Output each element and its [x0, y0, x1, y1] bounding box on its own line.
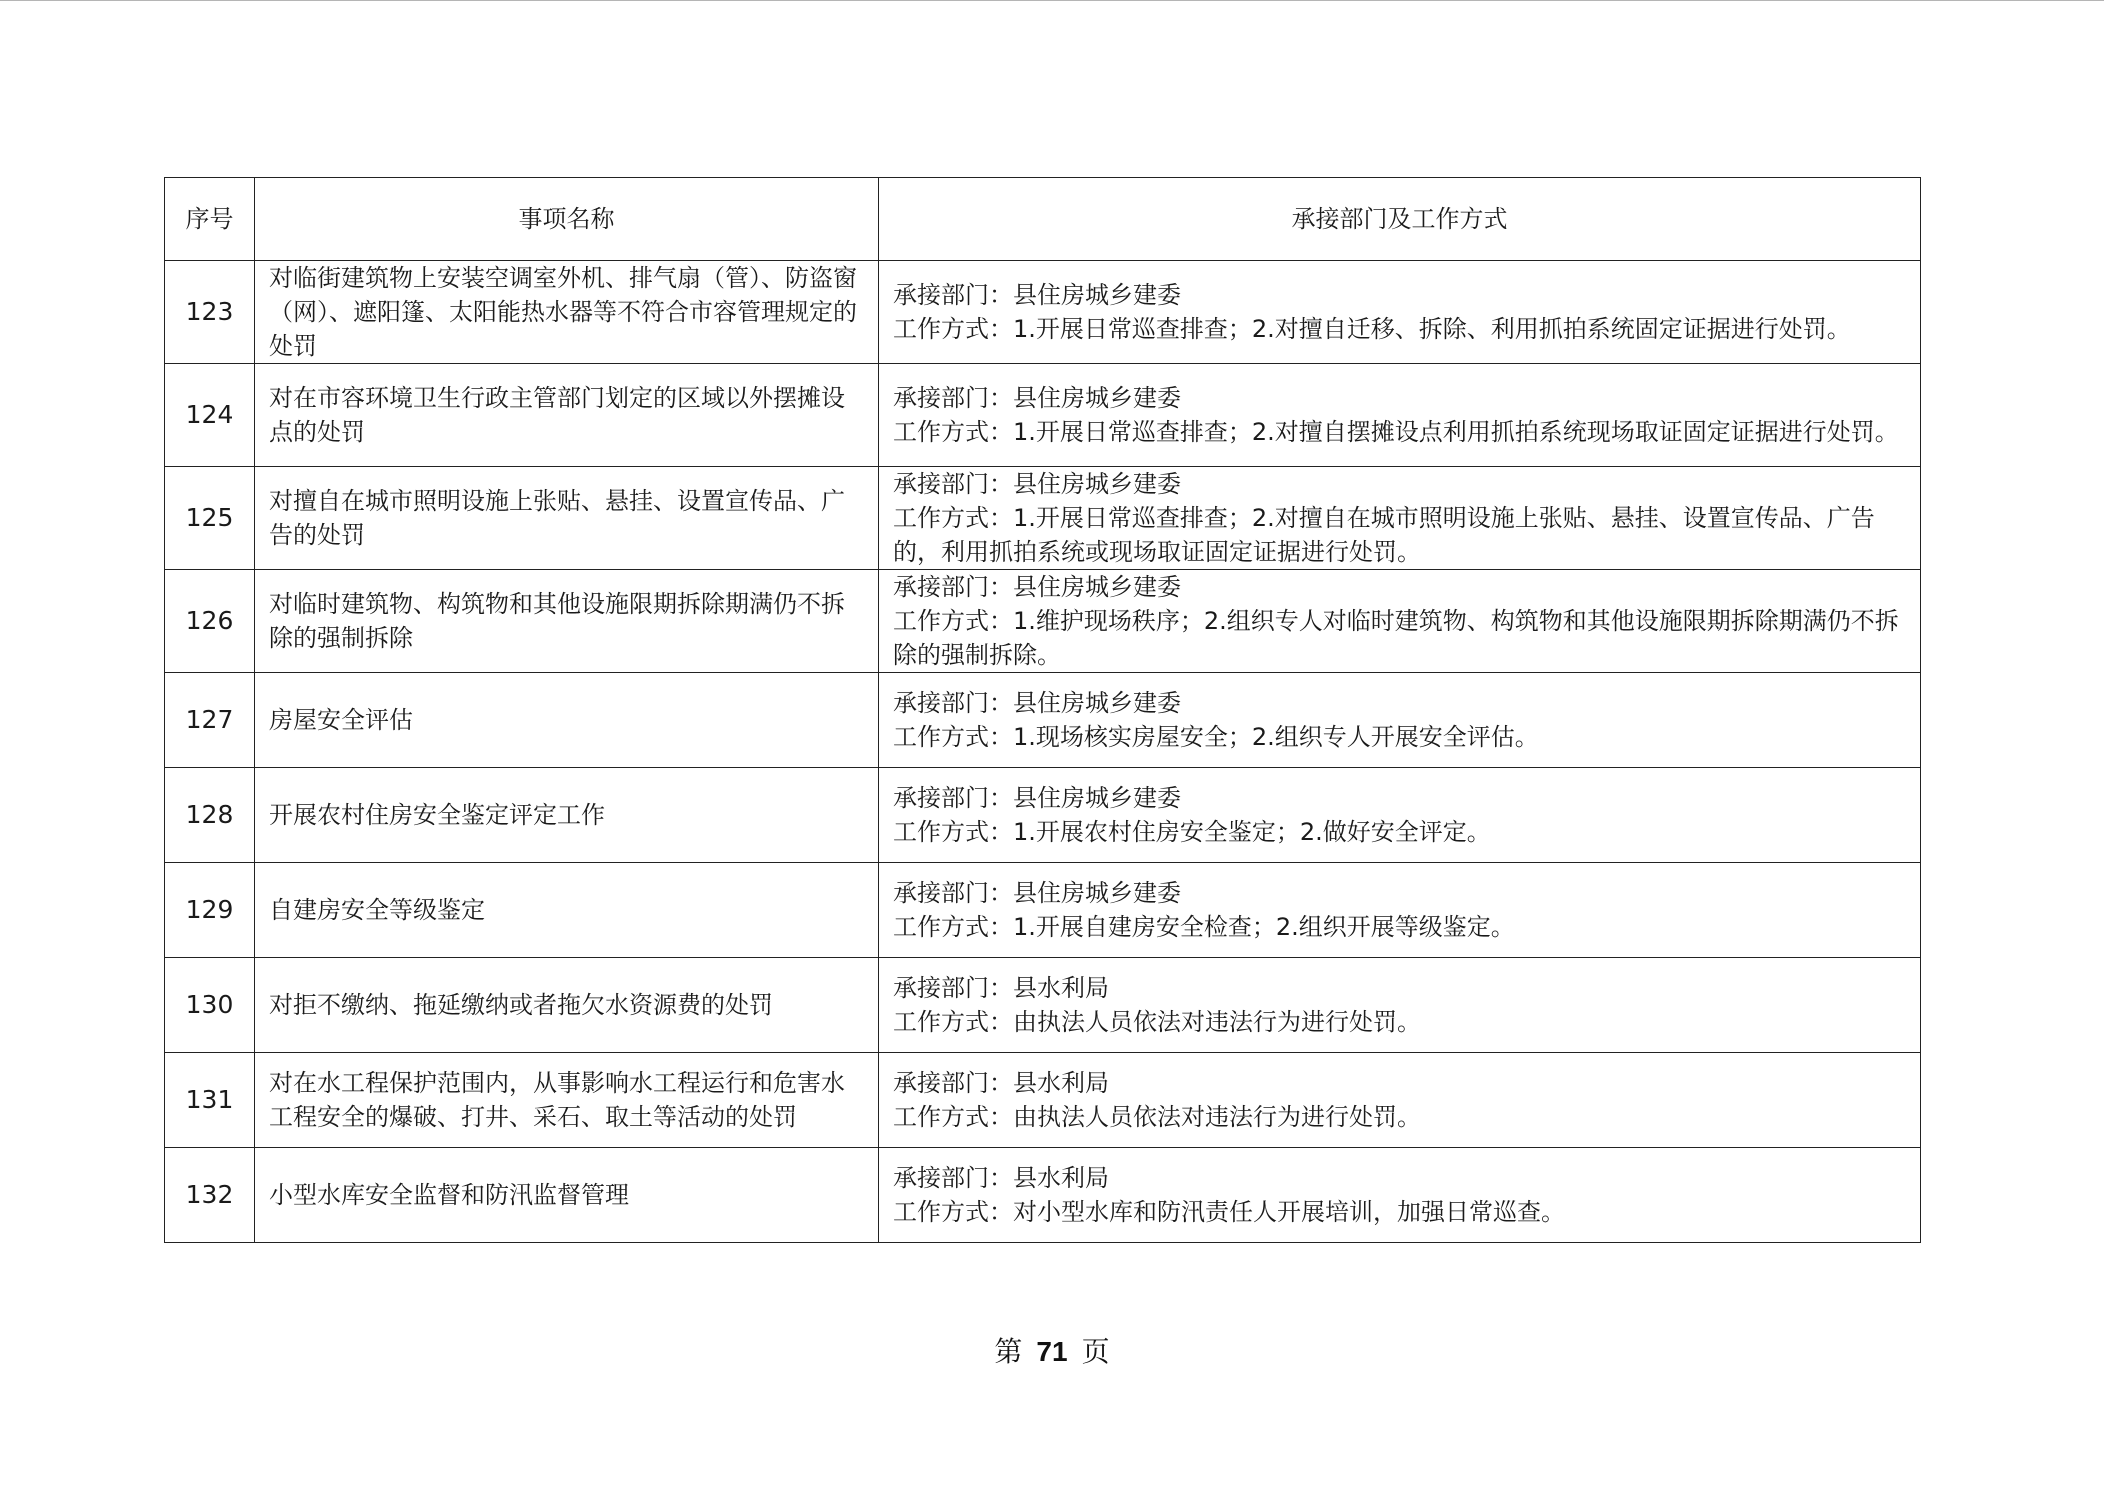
- dept-cell: [879, 1148, 1921, 1243]
- work-method-text: 工作方式：1.开展日常巡查排查；2.对擅自迁移、拆除、利用抓拍系统固定证据进行处罚。: [893, 315, 1851, 343]
- dept-cell: [879, 958, 1921, 1053]
- item-name: 开展农村住房安全鉴定评定工作: [255, 768, 879, 863]
- row-number: 124: [165, 364, 255, 467]
- dept-cell: [879, 1053, 1921, 1148]
- department-text: 承接部门：县住房城乡建委: [893, 689, 1181, 717]
- item-name: 对临时建筑物、构筑物和其他设施限期拆除期满仍不拆除的强制拆除: [255, 570, 879, 673]
- department-text: 承接部门：县住房城乡建委: [893, 384, 1181, 412]
- dept-cell: [879, 467, 1921, 570]
- table-row: [165, 958, 1921, 1053]
- work-method-text: 工作方式：由执法人员依法对违法行为进行处罚。: [893, 1103, 1421, 1131]
- dept-cell: [879, 673, 1921, 768]
- row-number: 128: [165, 768, 255, 863]
- department-text: 承接部门：县水利局: [893, 1069, 1109, 1097]
- department-text: 承接部门：县水利局: [893, 974, 1109, 1002]
- table-row: [165, 1053, 1921, 1148]
- items-table: [164, 177, 1921, 1243]
- table-header-row: [165, 178, 1921, 261]
- item-name: 房屋安全评估: [255, 673, 879, 768]
- dept-cell: [879, 261, 1921, 364]
- department-text: 承接部门：县住房城乡建委: [893, 879, 1181, 907]
- work-method-text: 工作方式：1.现场核实房屋安全；2.组织专人开展安全评估。: [893, 723, 1539, 751]
- table-row: [165, 1148, 1921, 1243]
- work-method-text: 工作方式：1.开展农村住房安全鉴定；2.做好安全评定。: [893, 818, 1491, 846]
- row-number: 125: [165, 467, 255, 570]
- page-number: 71: [1036, 1336, 1068, 1367]
- work-method-text: 工作方式：1.开展日常巡查排查；2.对擅自在城市照明设施上张贴、悬挂、设置宣传品、广告的，利用抓拍系统或现场取证固定证据进行处罚。: [893, 504, 1875, 566]
- item-name: 对在市容环境卫生行政主管部门划定的区域以外摆摊设点的处罚: [255, 364, 879, 467]
- department-text: 承接部门：县住房城乡建委: [893, 470, 1181, 498]
- department-text: 承接部门：县水利局: [893, 1164, 1109, 1192]
- header-no: 序号: [165, 178, 255, 261]
- table-row: [165, 863, 1921, 958]
- item-name: 对擅自在城市照明设施上张贴、悬挂、设置宣传品、广告的处罚: [255, 467, 879, 570]
- page-suffix: 页: [1081, 1335, 1110, 1368]
- work-method-text: 工作方式：1.开展日常巡查排查；2.对擅自摆摊设点利用抓拍系统现场取证固定证据进行处罚。: [893, 418, 1899, 446]
- row-number: 123: [165, 261, 255, 364]
- department-text: 承接部门：县住房城乡建委: [893, 784, 1181, 812]
- table-row: [165, 768, 1921, 863]
- work-method-text: 工作方式：对小型水库和防汛责任人开展培训，加强日常巡查。: [893, 1198, 1565, 1226]
- top-border-line: [0, 0, 2104, 1]
- page-number-footer: [0, 1330, 2104, 1370]
- item-name: 小型水库安全监督和防汛监督管理: [255, 1148, 879, 1243]
- row-number: 132: [165, 1148, 255, 1243]
- department-text: 承接部门：县住房城乡建委: [893, 573, 1181, 601]
- header-dept: 承接部门及工作方式: [879, 178, 1921, 261]
- dept-cell: [879, 863, 1921, 958]
- dept-cell: [879, 364, 1921, 467]
- item-name: 对在水工程保护范围内，从事影响水工程运行和危害水工程安全的爆破、打井、采石、取土等活动的处罚: [255, 1053, 879, 1148]
- row-number: 127: [165, 673, 255, 768]
- row-number: 131: [165, 1053, 255, 1148]
- table-row: [165, 467, 1921, 570]
- work-method-text: 工作方式：由执法人员依法对违法行为进行处罚。: [893, 1008, 1421, 1036]
- dept-cell: [879, 570, 1921, 673]
- item-name: 对临街建筑物上安装空调室外机、排气扇（管）、防盗窗（网）、遮阳篷、太阳能热水器等不符合市容管理规定的处罚: [255, 261, 879, 364]
- item-name: 对拒不缴纳、拖延缴纳或者拖欠水资源费的处罚: [255, 958, 879, 1053]
- row-number: 126: [165, 570, 255, 673]
- work-method-text: 工作方式：1.开展自建房安全检查；2.组织开展等级鉴定。: [893, 913, 1515, 941]
- page-prefix: 第: [994, 1335, 1023, 1368]
- dept-cell: [879, 768, 1921, 863]
- row-number: 129: [165, 863, 255, 958]
- table-row: [165, 673, 1921, 768]
- row-number: 130: [165, 958, 255, 1053]
- item-name: 自建房安全等级鉴定: [255, 863, 879, 958]
- table-row: [165, 261, 1921, 364]
- department-text: 承接部门：县住房城乡建委: [893, 281, 1181, 309]
- header-name: 事项名称: [255, 178, 879, 261]
- table-row: [165, 570, 1921, 673]
- work-method-text: 工作方式：1.维护现场秩序；2.组织专人对临时建筑物、构筑物和其他设施限期拆除期满仍不拆除的强制拆除。: [893, 607, 1899, 669]
- table-row: [165, 364, 1921, 467]
